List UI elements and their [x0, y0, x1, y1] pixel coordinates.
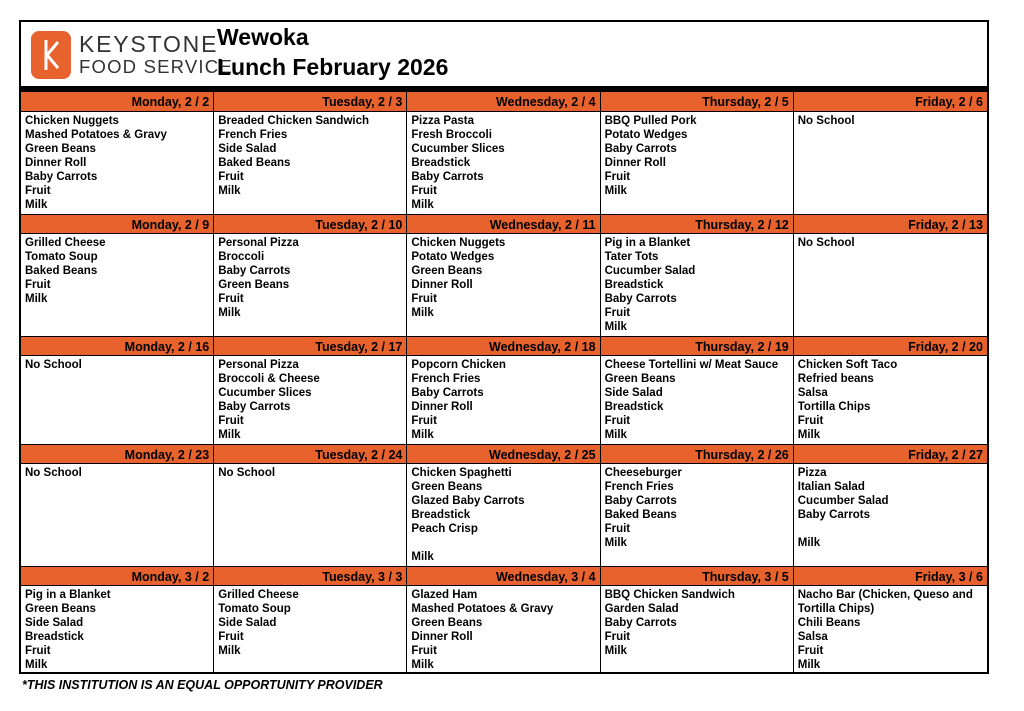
menu-item: Milk: [218, 645, 241, 657]
day-cell: [601, 214, 794, 336]
menu-item-list: [214, 234, 406, 320]
menu-item: Baked Beans: [25, 265, 98, 277]
day-cell: [601, 92, 794, 214]
menu-item: Milk: [604, 185, 627, 197]
menu-item-list: [21, 586, 213, 672]
menu-item-list: [214, 112, 406, 198]
menu-item-list: [214, 356, 406, 442]
menu-item: Milk: [25, 293, 48, 305]
menu-item: Fruit: [218, 293, 244, 305]
menu-item: Milk: [797, 659, 821, 671]
menu-item: Garden Salad: [604, 603, 679, 615]
menu-item-list: [214, 586, 406, 658]
menu-item: Cucumber Salad: [797, 495, 889, 507]
day-header: Monday, 2 / 2: [21, 92, 213, 112]
day-header: Friday, 2 / 6: [794, 92, 987, 112]
menu-item: Cucumber Slices: [411, 143, 505, 155]
day-header: Monday, 2 / 16: [21, 336, 213, 356]
day-header: Friday, 2 / 20: [794, 336, 987, 356]
menu-item: Pizza: [797, 467, 827, 479]
day-cell: [601, 444, 794, 566]
menu-item: Dinner Roll: [411, 401, 473, 413]
menu-item: Green Beans: [411, 481, 483, 493]
day-cell: [794, 566, 987, 674]
day-cell: [407, 214, 600, 336]
menu-item: Mashed Potatoes & Gravy: [25, 129, 167, 141]
menu-item: Side Salad: [218, 143, 277, 155]
menu-item: BBQ Pulled Pork: [604, 115, 697, 127]
day-header: Wednesday, 2 / 18: [407, 336, 599, 356]
day-header: Tuesday, 2 / 10: [214, 214, 406, 234]
menu-item: Chicken Nuggets: [411, 237, 506, 249]
menu-item: Baby Carrots: [604, 293, 677, 305]
menu-item: Breadstick: [411, 509, 471, 521]
menu-item: Side Salad: [25, 617, 84, 629]
menu-item: Chicken Spaghetti: [411, 467, 512, 479]
menu-item: Cucumber Salad: [604, 265, 696, 277]
menu-item: Side Salad: [604, 387, 663, 399]
menu-item: Chicken Nuggets: [25, 115, 119, 127]
menu-item: Glazed Baby Carrots: [411, 495, 525, 507]
menu-item: Milk: [604, 429, 627, 441]
day-cell: [21, 214, 214, 336]
menu-item: No School: [25, 359, 82, 371]
menu-item: No School: [797, 237, 855, 249]
menu-item: French Fries: [604, 481, 674, 493]
equal-opportunity-notice: *THIS INSTITUTION IS AN EQUAL OPPORTUNITY PROVIDER: [22, 678, 383, 692]
menu-item: Fruit: [218, 171, 244, 183]
menu-item: No School: [218, 467, 276, 479]
menu-item: Broccoli & Cheese: [218, 373, 320, 385]
menu-item: Breadstick: [604, 279, 664, 291]
menu-item: Baby Carrots: [218, 265, 291, 277]
menu-item: Dinner Roll: [25, 157, 87, 169]
menu-item-list: [601, 586, 793, 658]
menu-item: Broccoli: [218, 251, 265, 263]
menu-item: Chili Beans: [797, 617, 861, 629]
menu-item: Baby Carrots: [604, 617, 677, 629]
menu-item: Popcorn Chicken: [411, 359, 506, 371]
day-cell: [214, 214, 407, 336]
menu-item: Pizza Pasta: [411, 115, 475, 127]
menu-item: Fruit: [411, 415, 437, 427]
menu-item-list: [21, 464, 213, 480]
menu-item: Pig in a Blanket: [604, 237, 691, 249]
day-cell: [407, 336, 600, 444]
menu-item: French Fries: [411, 373, 481, 385]
menu-item: Baby Carrots: [411, 387, 484, 399]
day-header: Tuesday, 2 / 3: [214, 92, 406, 112]
menu-item: Potato Wedges: [411, 251, 495, 263]
menu-item: No School: [797, 115, 855, 127]
menu-item-list: [407, 356, 599, 442]
menu-header: [21, 22, 987, 88]
day-cell: [407, 566, 600, 674]
day-header: Friday, 3 / 6: [794, 566, 987, 586]
menu-item: Fruit: [218, 415, 244, 427]
day-cell: [794, 444, 987, 566]
menu-item: Milk: [411, 551, 434, 563]
day-cell: [794, 214, 987, 336]
menu-item: Side Salad: [218, 617, 277, 629]
menu-item: Breadstick: [411, 157, 471, 169]
menu-item: Cucumber Slices: [218, 387, 312, 399]
day-header: Wednesday, 2 / 4: [407, 92, 599, 112]
menu-item: [411, 536, 599, 550]
keystone-logo-icon: [31, 31, 71, 79]
menu-item: Baby Carrots: [797, 509, 870, 521]
day-cell: [407, 444, 600, 566]
day-cell: [601, 566, 794, 674]
day-cell: [214, 566, 407, 674]
menu-item: Fruit: [797, 415, 824, 427]
menu-item: Fruit: [25, 645, 51, 657]
menu-item: Dinner Roll: [411, 279, 473, 291]
menu-item: Grilled Cheese: [25, 237, 106, 249]
menu-item-list: [601, 464, 793, 550]
menu-item: Milk: [604, 645, 627, 657]
week-row: [21, 336, 987, 444]
week-row: [21, 444, 987, 566]
menu-item: BBQ Chicken Sandwich: [604, 589, 735, 601]
menu-item: French Fries: [218, 129, 288, 141]
menu-item: Milk: [797, 429, 821, 441]
menu-item-list: [601, 356, 793, 442]
menu-item: Fruit: [411, 185, 437, 197]
menu-item: Personal Pizza: [218, 237, 299, 249]
week-row: [21, 566, 987, 674]
menu-item: Breadstick: [25, 631, 84, 643]
day-cell: [407, 92, 600, 214]
day-header: Monday, 3 / 2: [21, 566, 213, 586]
menu-item: Fruit: [604, 171, 631, 183]
day-cell: [214, 336, 407, 444]
school-name: Wewoka: [217, 24, 309, 50]
menu-item: Cheese Tortellini w/ Meat Sauce: [604, 359, 779, 371]
menu-item-list: [601, 112, 793, 198]
menu-item-list: [407, 234, 599, 320]
day-header: Monday, 2 / 9: [21, 214, 213, 234]
menu-item: Glazed Ham: [411, 589, 478, 601]
menu-item: Green Beans: [411, 617, 483, 629]
brand-name-line2: FOOD SERVICE: [79, 56, 233, 77]
menu-item: Milk: [25, 659, 48, 671]
day-header: Tuesday, 2 / 17: [214, 336, 406, 356]
menu-item: Fruit: [797, 645, 824, 657]
menu-item: Personal Pizza: [218, 359, 299, 371]
day-cell: [794, 92, 987, 214]
menu-item-list: [794, 234, 987, 250]
menu-item: Green Beans: [604, 373, 676, 385]
menu-item-list: [21, 234, 213, 306]
menu-item: Fresh Broccoli: [411, 129, 492, 141]
menu-item: Fruit: [604, 523, 631, 535]
menu-item-list: [601, 234, 793, 334]
day-header: Tuesday, 2 / 24: [214, 444, 406, 464]
menu-item: Breadstick: [604, 401, 664, 413]
menu-item: Milk: [604, 321, 627, 333]
menu-item: Green Beans: [25, 143, 96, 155]
menu-item: Tomato Soup: [218, 603, 291, 615]
brand-name-line1: KEYSTONE: [79, 31, 219, 57]
day-cell: [21, 444, 214, 566]
menu-item: Baked Beans: [218, 157, 291, 169]
menu-item: Baby Carrots: [604, 495, 677, 507]
menu-item: Baby Carrots: [411, 171, 484, 183]
menu-item: No School: [25, 467, 82, 479]
menu-item: Milk: [25, 199, 48, 211]
menu-item: Fruit: [218, 631, 244, 643]
day-header: Tuesday, 3 / 3: [214, 566, 406, 586]
day-header: Thursday, 2 / 26: [601, 444, 793, 464]
menu-item: Potato Wedges: [604, 129, 688, 141]
menu-item: Tortilla Chips: [797, 401, 871, 413]
day-header: Friday, 2 / 13: [794, 214, 987, 234]
menu-item-list: [407, 112, 599, 212]
menu-item: Mashed Potatoes & Gravy: [411, 603, 554, 615]
menu-item: Milk: [218, 307, 241, 319]
day-cell: [21, 92, 214, 214]
menu-item: Peach Crisp: [411, 523, 478, 535]
day-header: Thursday, 2 / 19: [601, 336, 793, 356]
day-cell: [21, 566, 214, 674]
menu-item: Salsa: [797, 631, 828, 643]
menu-item: Salsa: [797, 387, 828, 399]
menu-item: Dinner Roll: [604, 157, 666, 169]
menu-item: Fruit: [604, 415, 631, 427]
menu-calendar-grid: [21, 92, 987, 674]
menu-item: Fruit: [411, 645, 437, 657]
menu-item-list: [21, 112, 213, 212]
menu-item: [798, 522, 987, 536]
day-cell: [214, 92, 407, 214]
menu-item: Fruit: [25, 279, 51, 291]
menu-item: Chicken Soft Taco: [797, 359, 898, 371]
menu-item: Nacho Bar (Chicken, Queso and Tortilla Chips): [797, 589, 973, 615]
day-header: Thursday, 3 / 5: [601, 566, 793, 586]
menu-item: Milk: [411, 659, 434, 671]
day-header: Wednesday, 2 / 25: [407, 444, 599, 464]
week-row: [21, 92, 987, 214]
day-header: Wednesday, 2 / 11: [407, 214, 599, 234]
day-header: Friday, 2 / 27: [794, 444, 987, 464]
menu-item: Fruit: [411, 293, 437, 305]
day-cell: [214, 444, 407, 566]
day-cell: [601, 336, 794, 444]
menu-item: Italian Salad: [797, 481, 865, 493]
day-cell: [21, 336, 214, 444]
menu-item-list: [407, 586, 599, 672]
menu-item: Baby Carrots: [218, 401, 291, 413]
menu-item-list: [407, 464, 599, 564]
menu-item: Baby Carrots: [25, 171, 98, 183]
menu-item-list: [794, 112, 987, 128]
menu-item: Milk: [411, 429, 434, 441]
menu-item-list: [794, 464, 987, 550]
week-row: [21, 214, 987, 336]
day-header: Thursday, 2 / 12: [601, 214, 793, 234]
menu-item-list: [21, 356, 213, 372]
menu-item: Cheeseburger: [604, 467, 682, 479]
menu-item: Baked Beans: [604, 509, 677, 521]
menu-item: Green Beans: [25, 603, 96, 615]
menu-item: Pig in a Blanket: [25, 589, 111, 601]
menu-item: Fruit: [25, 185, 51, 197]
menu-item: Milk: [218, 185, 241, 197]
menu-item: Milk: [797, 537, 821, 549]
menu-item: Milk: [604, 537, 627, 549]
menu-item: Fruit: [604, 631, 631, 643]
menu-item: Green Beans: [411, 265, 483, 277]
day-header: Thursday, 2 / 5: [601, 92, 793, 112]
menu-item: Baby Carrots: [604, 143, 677, 155]
menu-item: Breaded Chicken Sandwich: [218, 115, 370, 127]
menu-item: Dinner Roll: [411, 631, 473, 643]
day-cell: [794, 336, 987, 444]
menu-item-list: [794, 356, 987, 442]
menu-title: Lunch February 2026: [217, 54, 449, 80]
menu-item: Grilled Cheese: [218, 589, 299, 601]
menu-item: Milk: [411, 199, 434, 211]
day-header: Wednesday, 3 / 4: [407, 566, 599, 586]
menu-item-list: [794, 586, 987, 672]
menu-item: Tater Tots: [604, 251, 659, 263]
menu-item: Fruit: [604, 307, 631, 319]
menu-item: Tomato Soup: [25, 251, 98, 263]
menu-item: Milk: [411, 307, 434, 319]
menu-item: Green Beans: [218, 279, 290, 291]
menu-frame: [19, 20, 989, 674]
menu-item: Milk: [218, 429, 241, 441]
day-header: Monday, 2 / 23: [21, 444, 213, 464]
menu-item: Refried beans: [797, 373, 874, 385]
menu-item-list: [214, 464, 406, 480]
